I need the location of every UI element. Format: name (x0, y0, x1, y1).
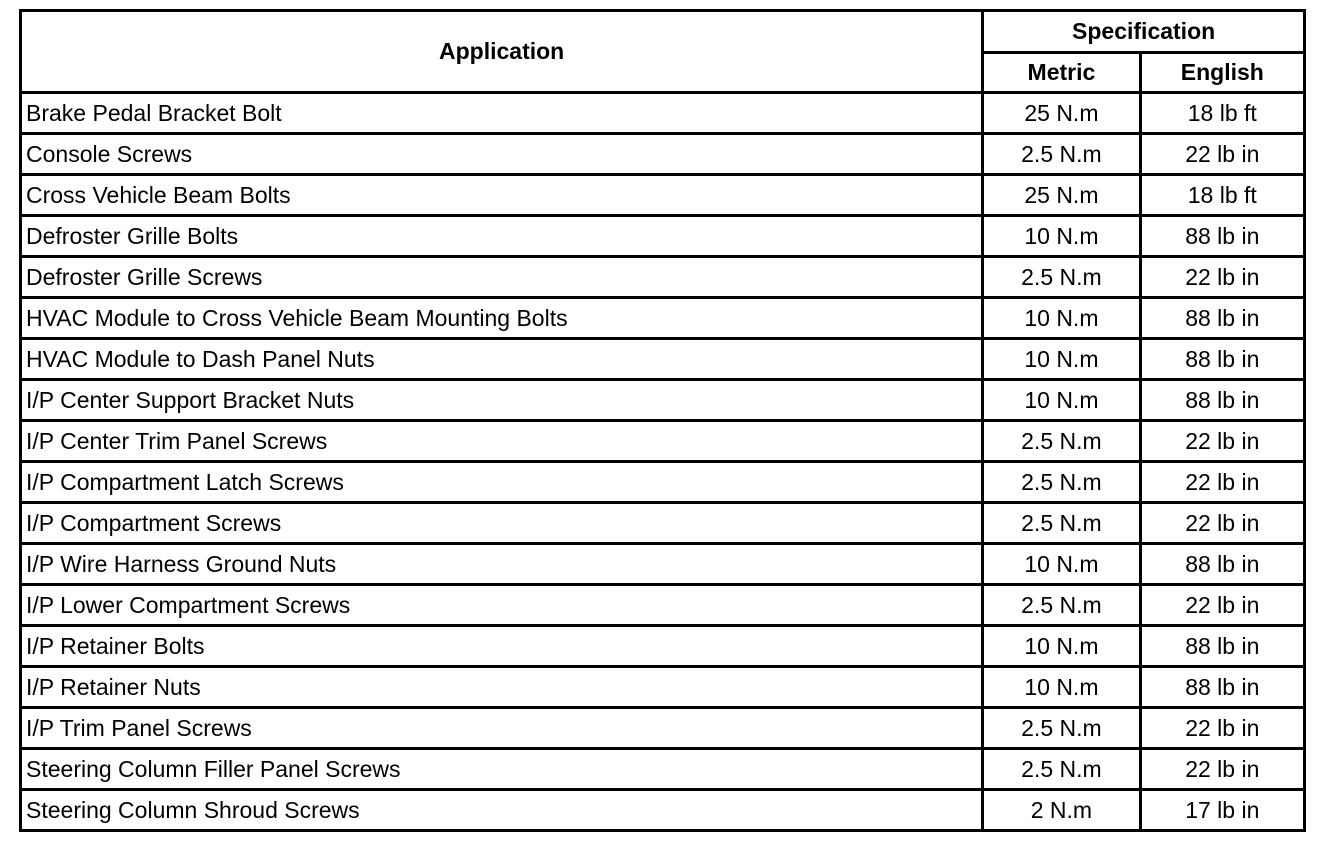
table-row (21, 298, 1305, 339)
metric-header: Metric (983, 53, 1140, 93)
metric-cell: 2 N.m (983, 790, 1140, 831)
fastener-torque-table (19, 9, 1306, 832)
application-cell: I/P Center Trim Panel Screws (21, 421, 983, 462)
application-cell: I/P Lower Compartment Screws (21, 585, 983, 626)
table-body (21, 93, 1305, 831)
english-cell: 88 lb in (1140, 667, 1304, 708)
english-cell: 22 lb in (1140, 421, 1304, 462)
table-row (21, 503, 1305, 544)
english-cell: 22 lb in (1140, 585, 1304, 626)
metric-cell: 2.5 N.m (983, 749, 1140, 790)
english-cell: 88 lb in (1140, 544, 1304, 585)
table-row (21, 93, 1305, 134)
application-cell: Steering Column Filler Panel Screws (21, 749, 983, 790)
metric-cell: 10 N.m (983, 626, 1140, 667)
application-cell: I/P Compartment Screws (21, 503, 983, 544)
metric-cell: 25 N.m (983, 93, 1140, 134)
metric-cell: 2.5 N.m (983, 134, 1140, 175)
english-cell: 88 lb in (1140, 380, 1304, 421)
table-row (21, 216, 1305, 257)
english-cell: 88 lb in (1140, 626, 1304, 667)
table-row (21, 462, 1305, 503)
table-row (21, 626, 1305, 667)
table-row (21, 257, 1305, 298)
application-cell: Console Screws (21, 134, 983, 175)
metric-cell: 10 N.m (983, 667, 1140, 708)
table-row (21, 544, 1305, 585)
english-cell: 88 lb in (1140, 216, 1304, 257)
english-cell: 88 lb in (1140, 298, 1304, 339)
english-cell: 17 lb in (1140, 790, 1304, 831)
application-cell: I/P Compartment Latch Screws (21, 462, 983, 503)
metric-cell: 2.5 N.m (983, 421, 1140, 462)
table-row (21, 380, 1305, 421)
english-cell: 22 lb in (1140, 257, 1304, 298)
application-cell: I/P Retainer Nuts (21, 667, 983, 708)
english-cell: 18 lb ft (1140, 175, 1304, 216)
table-row (21, 708, 1305, 749)
application-cell: HVAC Module to Dash Panel Nuts (21, 339, 983, 380)
english-cell: 18 lb ft (1140, 93, 1304, 134)
table-row (21, 134, 1305, 175)
metric-cell: 10 N.m (983, 544, 1140, 585)
english-cell: 22 lb in (1140, 749, 1304, 790)
application-cell: HVAC Module to Cross Vehicle Beam Mounting Bolts (21, 298, 983, 339)
metric-cell: 2.5 N.m (983, 462, 1140, 503)
application-cell: Defroster Grille Bolts (21, 216, 983, 257)
metric-cell: 10 N.m (983, 216, 1140, 257)
english-cell: 22 lb in (1140, 462, 1304, 503)
table-header (21, 11, 1305, 93)
metric-cell: 10 N.m (983, 339, 1140, 380)
application-cell: I/P Wire Harness Ground Nuts (21, 544, 983, 585)
table-row (21, 421, 1305, 462)
application-cell: I/P Trim Panel Screws (21, 708, 983, 749)
metric-cell: 10 N.m (983, 380, 1140, 421)
metric-cell: 2.5 N.m (983, 257, 1140, 298)
table-row (21, 175, 1305, 216)
table-row (21, 667, 1305, 708)
application-cell: I/P Center Support Bracket Nuts (21, 380, 983, 421)
metric-cell: 10 N.m (983, 298, 1140, 339)
metric-cell: 25 N.m (983, 175, 1140, 216)
table-row (21, 585, 1305, 626)
application-cell: I/P Retainer Bolts (21, 626, 983, 667)
english-cell: 22 lb in (1140, 503, 1304, 544)
english-cell: 88 lb in (1140, 339, 1304, 380)
metric-cell: 2.5 N.m (983, 708, 1140, 749)
table-row (21, 790, 1305, 831)
application-cell: Brake Pedal Bracket Bolt (21, 93, 983, 134)
english-header: English (1140, 53, 1304, 93)
table-row (21, 749, 1305, 790)
table-row (21, 339, 1305, 380)
application-cell: Defroster Grille Screws (21, 257, 983, 298)
metric-cell: 2.5 N.m (983, 585, 1140, 626)
application-header: Application (21, 11, 983, 93)
specification-header: Specification (983, 11, 1305, 53)
application-cell: Cross Vehicle Beam Bolts (21, 175, 983, 216)
english-cell: 22 lb in (1140, 134, 1304, 175)
metric-cell: 2.5 N.m (983, 503, 1140, 544)
application-cell: Steering Column Shroud Screws (21, 790, 983, 831)
english-cell: 22 lb in (1140, 708, 1304, 749)
